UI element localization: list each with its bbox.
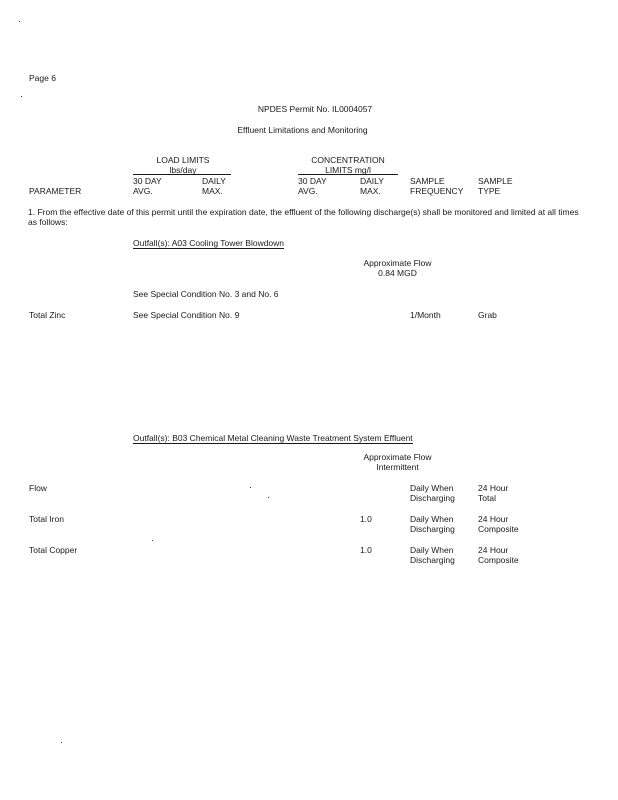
col-load-avg: AVG. [133,186,153,196]
col-conc-max: MAX. [360,186,381,196]
col-conc-30day: 30 DAY [298,176,327,186]
row-condition: See Special Condition No. 9 [133,310,240,320]
outfall-b-flow-label: Approximate Flow [363,452,432,462]
row-type-1: 24 Hour [478,483,509,493]
load-limits-header: LOAD LIMITS [156,155,210,165]
row-frequency-2: Discharging [410,524,455,534]
col-sample-2: SAMPLE [478,176,513,186]
row-type-1: 24 Hour [478,545,509,555]
outfall-b-flow-value: Intermittent [376,462,419,472]
row-type-2: Composite [478,524,519,534]
row-frequency-2: Discharging [410,493,455,503]
scan-speck [61,742,62,743]
concentration-units: LIMITS mg/l [325,165,371,175]
outfall-a-flow-label: Approximate Flow [363,258,432,268]
permit-title: NPDES Permit No. IL0004057 [257,104,373,114]
row-type-2: Composite [478,555,519,565]
col-type: TYPE [478,186,501,196]
col-frequency: FREQUENCY [410,186,464,196]
col-conc-daily: DAILY [360,176,384,186]
col-sample-1: SAMPLE [410,176,445,186]
scan-speck [19,21,20,22]
page-subtitle: Effluent Limitations and Monitoring [237,125,368,135]
row-type-2: Total [478,493,496,503]
outfall-a-title: Outfall(s): A03 Cooling Tower Blowdown [133,238,285,248]
outfall-a-flow-value: 0.84 MGD [378,268,417,278]
row-conc-max: 1.0 [360,545,372,555]
col-load-max: MAX. [202,186,223,196]
scan-speck [268,497,269,498]
outfall-a-special-note: See Special Condition No. 3 and No. 6 [133,289,279,299]
col-load-daily: DAILY [202,176,226,186]
row-frequency-1: Daily When [410,545,454,555]
row-frequency-1: Daily When [410,483,454,493]
col-parameter: PARAMETER [29,186,82,196]
concentration-header: CONCENTRATION [311,155,385,165]
row-frequency-2: Discharging [410,555,455,565]
load-units: lbs/day [169,165,197,175]
col-conc-avg: AVG. [298,186,318,196]
row-parameter: Total Iron [29,514,64,524]
row-parameter: Total Copper [29,545,78,555]
row-frequency: 1/Month [410,310,441,320]
row-conc-max: 1.0 [360,514,372,524]
scan-speck [152,540,153,541]
row-parameter: Flow [29,483,47,493]
scan-speck [250,487,251,488]
scan-speck [21,96,22,97]
row-type: Grab [478,310,497,320]
row-type-1: 24 Hour [478,514,509,524]
row-frequency-1: Daily When [410,514,454,524]
load-limits-rule [133,174,231,175]
row-parameter: Total Zinc [29,310,66,320]
outfall-b-title: Outfall(s): B03 Chemical Metal Cleaning Waste Treatment System Effluent [133,433,413,443]
concentration-rule [298,174,398,175]
page-label: Page 6 [29,73,56,83]
intro-paragraph: 1. From the effective date of this permit until the expiration date, the effluent of the following discharge(s) shall be monitored and limited at all times as follows: [28,207,579,227]
col-load-30day: 30 DAY [133,176,162,186]
